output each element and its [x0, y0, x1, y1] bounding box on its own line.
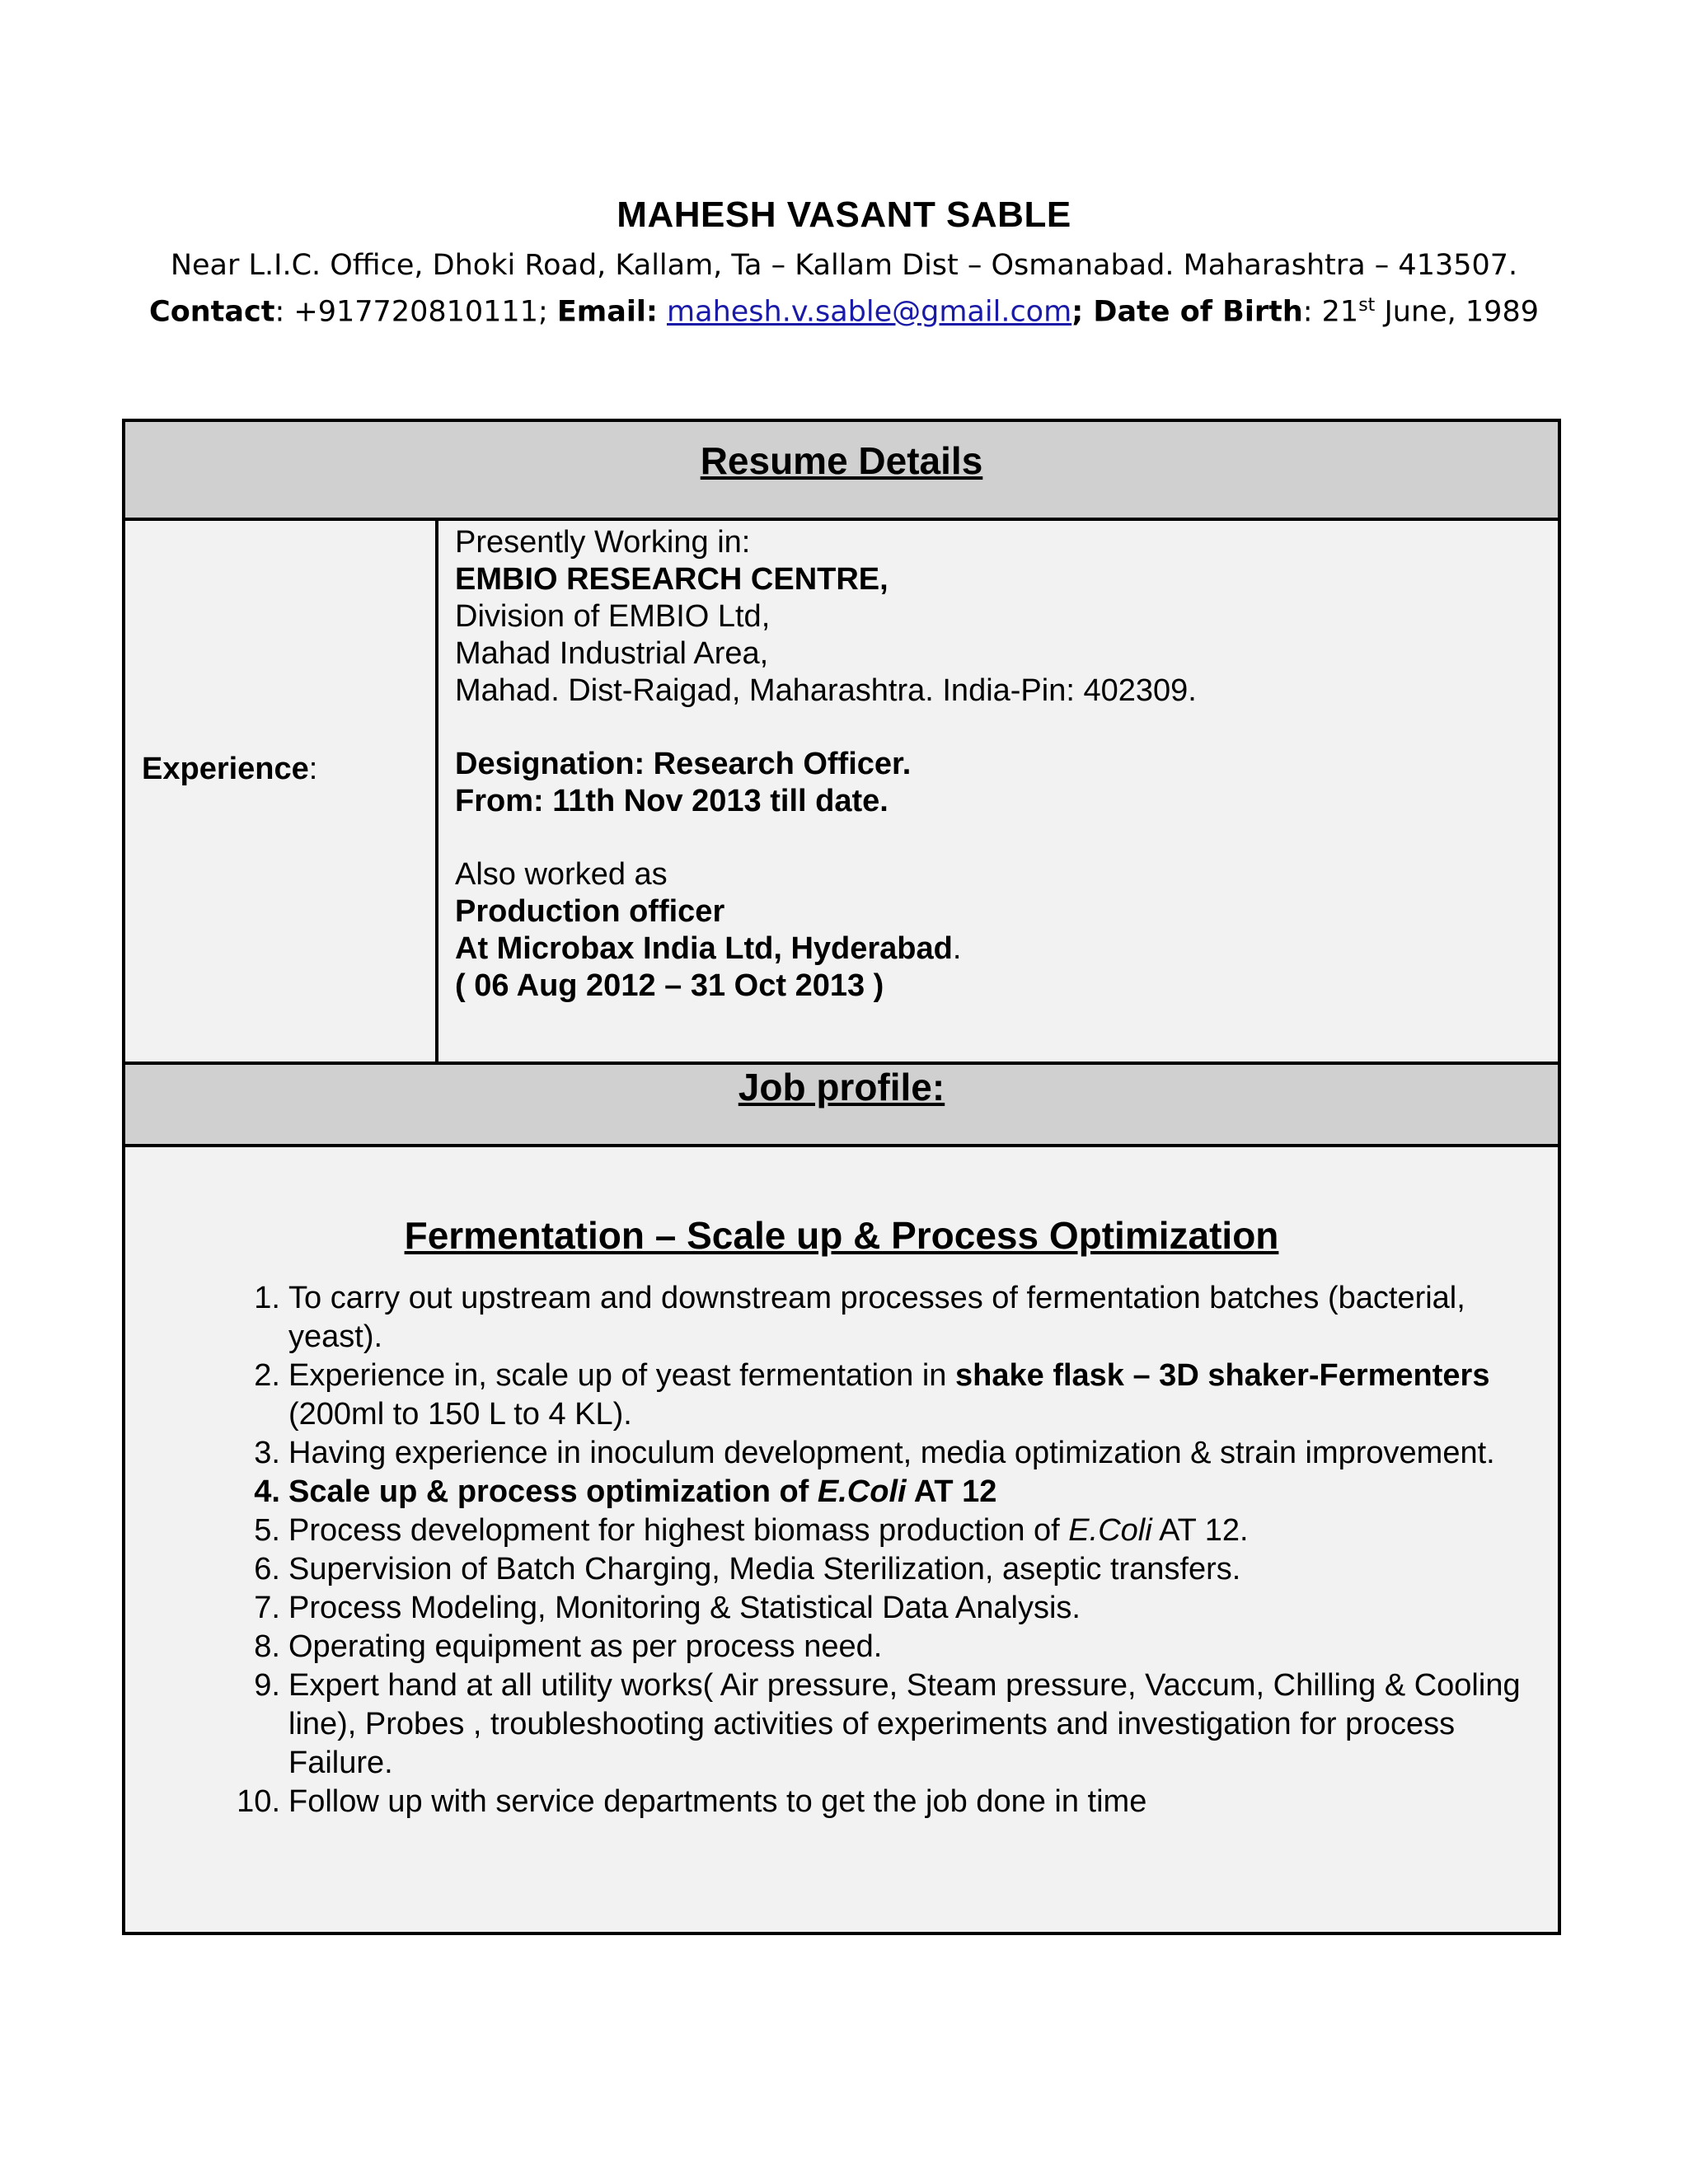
exp-line: Presently Working in:	[455, 525, 751, 560]
job-profile-title: Job profile:	[738, 1066, 945, 1108]
candidate-address: Near L.I.C. Office, Dhoki Road, Kallam, Ta – Kallam Dist – Osmanabad. Maharashtra – 413507.	[170, 249, 1518, 282]
resume-details-header	[125, 422, 1558, 521]
list-item: 2. Experience in, scale up of yeast fermentation in shake flask – 3D shaker-Fermenters (200ml to 150 L to 4 KL).	[254, 1358, 1490, 1432]
candidate-name: MAHESH VASANT SABLE	[617, 194, 1071, 235]
job-profile-header	[125, 1062, 1558, 1147]
dob-label: ; Date of Birth	[1071, 295, 1303, 329]
exp-designation: Designation: Research Officer.	[455, 747, 912, 781]
list-item: 6. Supervision of Batch Charging, Media Sterilization, aseptic transfers.	[254, 1552, 1241, 1586]
exp-line: Mahad. Dist-Raigad, Maharashtra. India-Pin: 402309.	[455, 673, 1197, 708]
list-item: 3. Having experience in inoculum development, media optimization & strain improvement.	[254, 1436, 1495, 1470]
email-label: Email:	[556, 295, 658, 329]
exp-prev-dates: ( 06 Aug 2012 – 31 Oct 2013 )	[455, 968, 884, 1003]
exp-line: Mahad Industrial Area,	[455, 636, 769, 671]
exp-from-date: From: 11th Nov 2013 till date.	[455, 784, 889, 818]
job-profile-list	[231, 1279, 1525, 1821]
exp-line: Also worked as	[455, 857, 668, 892]
exp-prev-company-line: At Microbax India Ltd, Hyderabad.	[455, 931, 962, 966]
column-divider	[435, 521, 438, 1062]
list-item: 1. To carry out upstream and downstream processes of fermentation batches (bacterial, yeast).	[254, 1281, 1465, 1354]
contact-label: Contact	[149, 295, 275, 329]
dob-rest: June, 1989	[1375, 295, 1539, 329]
exp-prev-role: Production officer	[455, 894, 725, 929]
list-item: 5. Process development for highest biomass production of E.Coli AT 12.	[254, 1513, 1249, 1548]
resume-details-title: Resume Details	[700, 439, 983, 482]
section-title: Fermentation – Scale up & Process Optimization	[404, 1214, 1279, 1257]
list-item: 9. Expert hand at all utility works( Air pressure, Steam pressure, Vaccum, Chilling & Cooling line), Probes , troubleshooting activities of experiments and investigation for process Failure.	[254, 1668, 1521, 1780]
experience-label: Experience:	[142, 752, 318, 786]
resume-details-table	[122, 419, 1561, 1935]
list-item: 4. Scale up & process optimization of E.Coli AT 12	[254, 1474, 997, 1509]
contact-phone: : +917720810111;	[274, 295, 557, 329]
list-item: 7. Process Modeling, Monitoring & Statistical Data Analysis.	[254, 1591, 1081, 1625]
experience-details	[455, 524, 1543, 1005]
dob-day: : 21	[1302, 295, 1359, 329]
email-link[interactable]: mahesh.v.sable@gmail.com	[667, 295, 1072, 329]
exp-company: EMBIO RESEARCH CENTRE,	[455, 562, 889, 597]
dob-suffix: st	[1358, 295, 1376, 316]
exp-line: Division of EMBIO Ltd,	[455, 599, 771, 634]
list-item: 8. Operating equipment as per process need.	[254, 1629, 883, 1664]
list-item: 10. Follow up with service departments to get the job done in time	[237, 1784, 1147, 1819]
contact-line	[0, 295, 1688, 329]
